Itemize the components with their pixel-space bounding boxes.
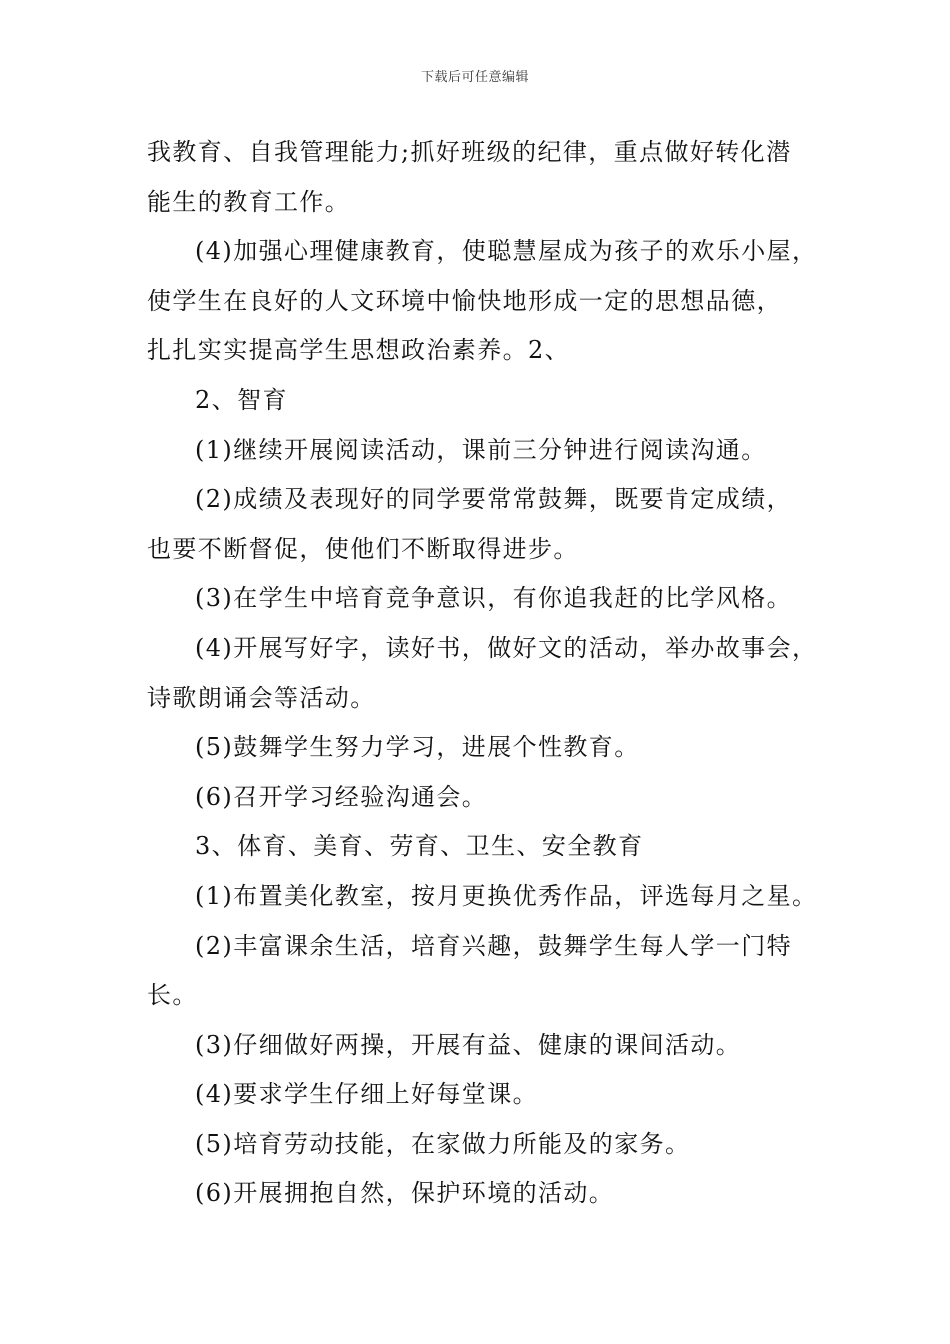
section-heading: 3、体育、美育、劳育、卫生、安全教育 — [195, 832, 644, 861]
paragraph-line: (6)召开学习经验沟通会。 — [195, 782, 488, 811]
document-body — [147, 128, 837, 1219]
paragraph-line: (2)丰富课余生活，培育兴趣，鼓舞学生每人学一门特 — [195, 931, 792, 960]
paragraph-line: 我教育、自我管理能力;抓好班级的纪律，重点做好转化潜 — [147, 138, 792, 166]
paragraph-line: 诗歌朗诵会等活动。 — [147, 683, 376, 712]
paragraph-line: 长。 — [147, 981, 198, 1010]
paragraph-line: (1)布置美化教室，按月更换优秀作品，评选每月之星。 — [195, 881, 818, 910]
paragraph-line: 扎扎实实提高学生思想政治素养。2、 — [147, 336, 571, 365]
paragraph-line: (3)在学生中培育竞争意识，有你追我赶的比学风格。 — [195, 584, 792, 613]
paragraph-line: (6)开展拥抱自然，保护环境的活动。 — [195, 1179, 615, 1208]
paragraph-line: (4)加强心理健康教育，使聪慧屋成为孩子的欢乐小屋， — [195, 237, 818, 266]
page-header: 下载后可任意编辑 — [420, 70, 529, 85]
section-heading: 2、智育 — [195, 385, 288, 414]
paragraph-line: (4)开展写好字，读好书，做好文的活动，举办故事会， — [195, 633, 818, 662]
paragraph-line: 使学生在良好的人文环境中愉快地形成一定的思想品德， — [147, 286, 782, 315]
paragraph-line: (1)继续开展阅读活动，课前三分钟进行阅读沟通。 — [195, 435, 767, 464]
paragraph-line: (5)鼓舞学生努力学习，进展个性教育。 — [195, 733, 640, 762]
paragraph-line: (4)要求学生仔细上好每堂课。 — [195, 1080, 538, 1109]
paragraph-line: (3)仔细做好两操，开展有益、健康的课间活动。 — [195, 1030, 742, 1059]
paragraph-line: 能生的教育工作。 — [147, 187, 351, 216]
paragraph-line: 也要不断督促，使他们不断取得进步。 — [147, 534, 579, 563]
paragraph-line: (5)培育劳动技能，在家做力所能及的家务。 — [195, 1129, 691, 1158]
paragraph-line: (2)成绩及表现好的同学要常常鼓舞，既要肯定成绩， — [195, 485, 792, 514]
